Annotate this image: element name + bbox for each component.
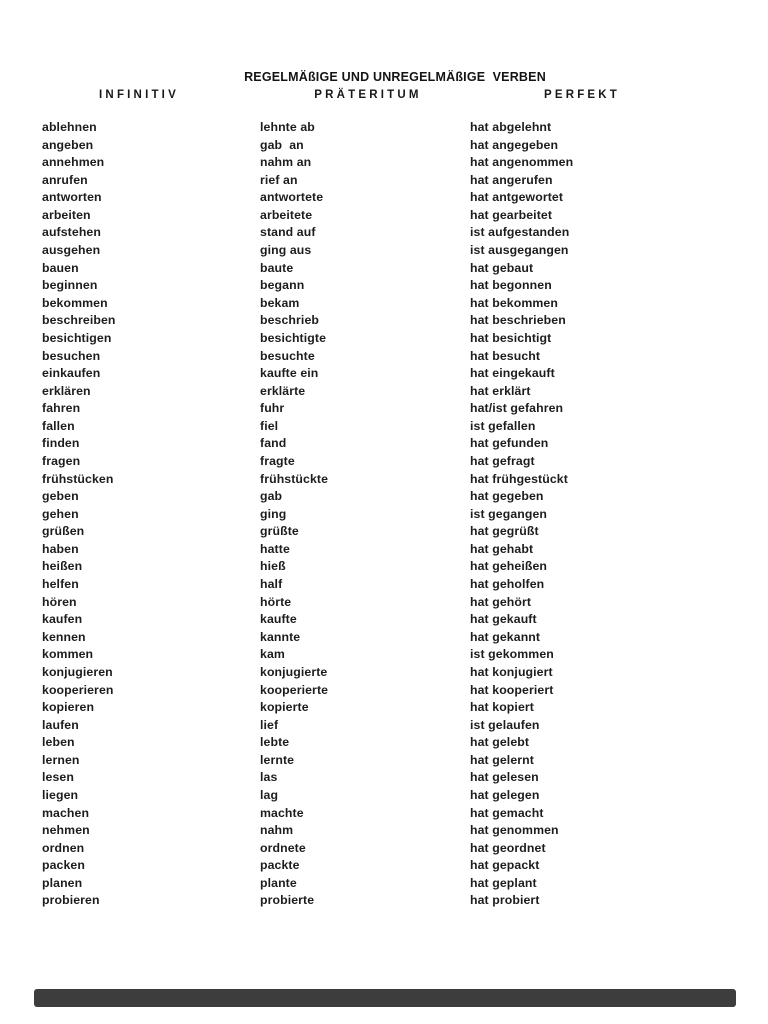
cell-perfekt: hat geordnet [470, 840, 546, 855]
cell-infinitiv: kopieren [42, 700, 95, 715]
cell-perfekt: hat besucht [470, 348, 541, 363]
table-row [0, 682, 768, 700]
cell-perfekt: hat begonnen [470, 278, 552, 293]
cell-praeteritum: fuhr [260, 401, 285, 416]
cell-infinitiv: frühstücken [42, 471, 114, 486]
cell-infinitiv: beginnen [42, 278, 98, 293]
page-title: REGELMÄßIGE UND UNREGELMÄßIGE VERBEN [244, 70, 546, 84]
cell-infinitiv: antworten [42, 190, 102, 205]
cell-perfekt: hat gehört [470, 594, 532, 609]
cell-infinitiv: einkaufen [42, 366, 101, 381]
table-row [0, 330, 768, 348]
cell-perfekt: hat frühgestückt [470, 471, 568, 486]
cell-praeteritum: lag [260, 787, 279, 802]
cell-perfekt: hat gelernt [470, 752, 534, 767]
cell-infinitiv: fallen [42, 418, 75, 433]
cell-praeteritum: begann [260, 278, 305, 293]
cell-praeteritum: kaufte [260, 612, 297, 627]
cell-praeteritum: stand auf [260, 225, 316, 240]
cell-praeteritum: baute [260, 260, 294, 275]
cell-praeteritum: plante [260, 875, 297, 890]
cell-perfekt: hat gefunden [470, 436, 549, 451]
cell-perfekt: hat gepackt [470, 858, 540, 873]
table-row [0, 646, 768, 664]
cell-infinitiv: lesen [42, 770, 74, 785]
cell-praeteritum: rief an [260, 172, 298, 187]
cell-perfekt: hat gelesen [470, 770, 539, 785]
column-header-perfekt: PERFEKT [543, 89, 621, 101]
cell-praeteritum: hörte [260, 594, 292, 609]
table-row [0, 224, 768, 242]
cell-praeteritum: kam [260, 647, 285, 662]
cell-praeteritum: arbeitete [260, 207, 313, 222]
cell-perfekt: hat gehabt [470, 541, 534, 556]
cell-perfekt: ist gekommen [470, 647, 554, 662]
table-row [0, 260, 768, 278]
cell-infinitiv: arbeiten [42, 207, 91, 222]
cell-praeteritum: lehnte ab [260, 120, 315, 134]
table-row [0, 734, 768, 752]
cell-praeteritum: packte [260, 858, 300, 873]
table-row [0, 400, 768, 418]
cell-infinitiv: kommen [42, 647, 94, 662]
cell-perfekt: ist aufgestanden [470, 225, 570, 240]
cell-praeteritum: fiel [260, 418, 279, 433]
cell-praeteritum: konjugierte [260, 664, 328, 679]
cell-infinitiv: planen [42, 875, 83, 890]
cell-praeteritum: kooperierte [260, 682, 329, 697]
table-row [0, 348, 768, 366]
cell-infinitiv: packen [42, 858, 85, 873]
cell-infinitiv: hören [42, 594, 77, 609]
table-row [0, 523, 768, 541]
cell-praeteritum: besichtigte [260, 330, 327, 345]
table-row [0, 717, 768, 735]
cell-praeteritum: erklärte [260, 383, 306, 398]
cell-praeteritum: fand [260, 436, 287, 451]
cell-praeteritum: frühstückte [260, 471, 329, 486]
cell-perfekt: hat besichtigt [470, 330, 552, 345]
cell-praeteritum: nahm [260, 823, 294, 838]
cell-perfekt: hat geheißen [470, 559, 548, 574]
cell-perfekt: hat bekommen [470, 295, 558, 310]
cell-infinitiv: haben [42, 541, 79, 556]
cell-infinitiv: leben [42, 735, 75, 750]
cell-infinitiv: besichtigen [42, 330, 112, 345]
cell-infinitiv: kaufen [42, 612, 83, 627]
cell-praeteritum: antwortete [260, 190, 324, 205]
cell-praeteritum: fragte [260, 453, 295, 468]
cell-infinitiv: machen [42, 805, 90, 820]
cell-praeteritum: hatte [260, 541, 290, 556]
cell-perfekt: hat probiert [470, 893, 540, 908]
cell-perfekt: ist gelaufen [470, 717, 540, 732]
table-row [0, 892, 768, 910]
cell-praeteritum: nahm an [260, 155, 312, 170]
cell-perfekt: hat gebaut [470, 260, 534, 275]
cell-infinitiv: laufen [42, 717, 79, 732]
cell-praeteritum: kannte [260, 629, 301, 644]
cell-perfekt: hat eingekauft [470, 366, 555, 381]
cell-perfekt: hat erklärt [470, 383, 531, 398]
table-row [0, 453, 768, 471]
cell-praeteritum: besuchte [260, 348, 315, 363]
cell-infinitiv: bauen [42, 260, 79, 275]
table-row [0, 787, 768, 805]
table-row [0, 312, 768, 330]
cell-infinitiv: fragen [42, 453, 81, 468]
cell-infinitiv: helfen [42, 577, 79, 592]
table-row [0, 769, 768, 787]
cell-infinitiv: konjugieren [42, 664, 113, 679]
table-row [0, 383, 768, 401]
cell-infinitiv: kooperieren [42, 682, 114, 697]
table-row [0, 471, 768, 489]
cell-perfekt: hat gefragt [470, 453, 535, 468]
cell-perfekt: hat gearbeitet [470, 207, 553, 222]
cell-praeteritum: lief [260, 717, 279, 732]
cell-praeteritum: las [260, 770, 278, 785]
table-row [0, 541, 768, 559]
cell-perfekt: hat kooperiert [470, 682, 554, 697]
cell-perfekt: hat genommen [470, 823, 559, 838]
table-row [0, 435, 768, 453]
cell-praeteritum: grüßte [260, 524, 299, 539]
table-row [0, 558, 768, 576]
cell-perfekt: hat angerufen [470, 172, 553, 187]
cell-perfekt: hat beschrieben [470, 313, 566, 328]
column-header-infinitiv: INFINITIV [99, 89, 179, 101]
table-row [0, 242, 768, 260]
cell-infinitiv: probieren [42, 893, 100, 908]
cell-perfekt: hat gekauft [470, 612, 537, 627]
cell-infinitiv: ausgehen [42, 243, 101, 258]
cell-infinitiv: ablehnen [42, 120, 97, 134]
cell-perfekt: hat gegrüßt [470, 524, 539, 539]
cell-infinitiv: nehmen [42, 823, 90, 838]
cell-perfekt: ist gegangen [470, 506, 548, 521]
cell-perfekt: hat/ist gefahren [470, 401, 564, 416]
cell-praeteritum: half [260, 577, 283, 592]
cell-praeteritum: ordnete [260, 840, 306, 855]
cell-infinitiv: angeben [42, 137, 94, 152]
cell-praeteritum: kopierte [260, 700, 309, 715]
cell-praeteritum: gab an [260, 137, 304, 152]
table-row [0, 629, 768, 647]
table-row [0, 594, 768, 612]
cell-perfekt: hat gegeben [470, 489, 544, 504]
table-row [0, 805, 768, 823]
cell-praeteritum: ging aus [260, 243, 312, 258]
table-row [0, 277, 768, 295]
cell-praeteritum: hieß [260, 559, 286, 574]
cell-infinitiv: erklären [42, 383, 91, 398]
table-row [0, 611, 768, 629]
cell-infinitiv: ordnen [42, 840, 85, 855]
cell-perfekt: hat geholfen [470, 577, 545, 592]
cell-infinitiv: annehmen [42, 155, 105, 170]
cell-infinitiv: beschreiben [42, 313, 116, 328]
table-row [0, 664, 768, 682]
cell-praeteritum: ging [260, 506, 287, 521]
cell-perfekt: hat angenommen [470, 155, 574, 170]
cell-infinitiv: lernen [42, 752, 80, 767]
table-row [0, 137, 768, 155]
cell-infinitiv: heißen [42, 559, 83, 574]
cell-infinitiv: besuchen [42, 348, 101, 363]
table-row [0, 840, 768, 858]
cell-praeteritum: gab [260, 489, 283, 504]
cell-praeteritum: bekam [260, 295, 300, 310]
cell-perfekt: ist ausgegangen [470, 243, 569, 258]
table-row [0, 506, 768, 524]
cell-perfekt: hat gelebt [470, 735, 530, 750]
table-row [0, 699, 768, 717]
table-row [0, 822, 768, 840]
cell-perfekt: hat konjugiert [470, 664, 553, 679]
table-row [0, 488, 768, 506]
table-row [0, 752, 768, 770]
cell-praeteritum: machte [260, 805, 304, 820]
cell-perfekt: hat abgelehnt [470, 120, 552, 134]
cell-infinitiv: aufstehen [42, 225, 101, 240]
cell-perfekt: hat gemacht [470, 805, 544, 820]
table-row [0, 189, 768, 207]
cell-praeteritum: kaufte ein [260, 366, 319, 381]
table-row [0, 154, 768, 172]
cell-praeteritum: lebte [260, 735, 290, 750]
cell-infinitiv: fahren [42, 401, 81, 416]
cell-perfekt: hat kopiert [470, 700, 534, 715]
cell-infinitiv: geben [42, 489, 79, 504]
cell-infinitiv: gehen [42, 506, 79, 521]
table-row [0, 295, 768, 313]
table-row [0, 207, 768, 225]
page-bottom-bar [34, 989, 736, 1007]
table-row [0, 875, 768, 893]
table-row [0, 365, 768, 383]
cell-praeteritum: probierte [260, 893, 315, 908]
cell-infinitiv: kennen [42, 629, 86, 644]
column-header-praeteritum: PRÄTERITUM [314, 89, 422, 101]
cell-perfekt: ist gefallen [470, 418, 536, 433]
table-row [0, 119, 768, 137]
cell-infinitiv: finden [42, 436, 80, 451]
cell-infinitiv: liegen [42, 787, 79, 802]
cell-infinitiv: anrufen [42, 172, 88, 187]
cell-praeteritum: lernte [260, 752, 295, 767]
table-row [0, 857, 768, 875]
cell-infinitiv: grüßen [42, 524, 85, 539]
verb-table-body [0, 119, 768, 910]
cell-perfekt: hat angegeben [470, 137, 559, 152]
cell-infinitiv: bekommen [42, 295, 108, 310]
cell-perfekt: hat geplant [470, 875, 537, 890]
cell-perfekt: hat antgewortet [470, 190, 564, 205]
cell-perfekt: hat gelegen [470, 787, 540, 802]
table-row [0, 576, 768, 594]
table-row [0, 418, 768, 436]
cell-perfekt: hat gekannt [470, 629, 541, 644]
table-row [0, 172, 768, 190]
cell-praeteritum: beschrieb [260, 313, 319, 328]
